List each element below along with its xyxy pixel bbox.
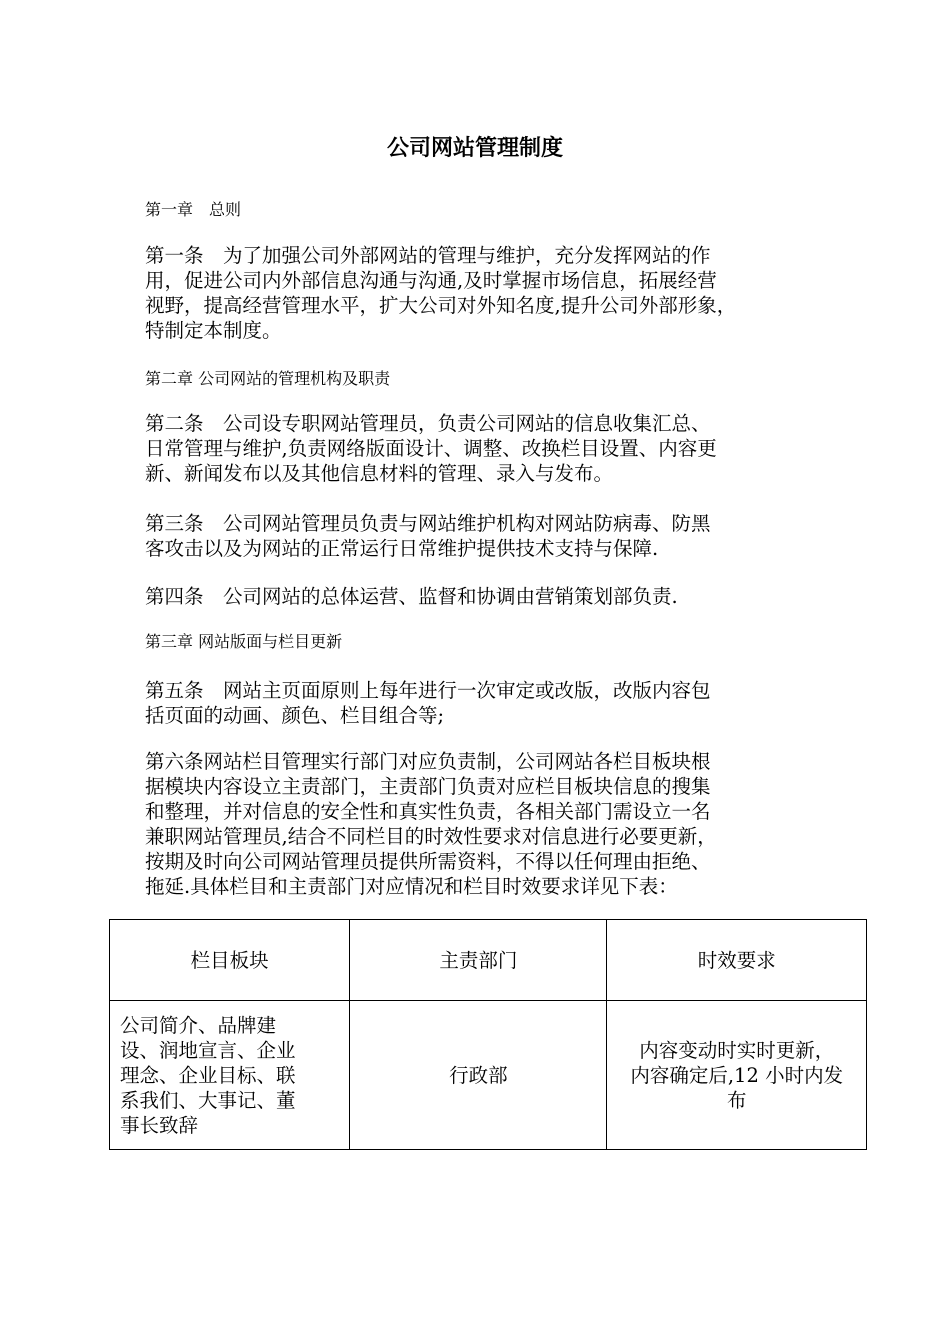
article-line: 据模块内容设立主责部门，主责部门负责对应栏目板块信息的搜集 <box>145 775 711 798</box>
article-5 <box>145 678 815 728</box>
chapter-1-heading: 第一章 总则 <box>145 200 242 219</box>
cell-line: 布 <box>726 1088 747 1112</box>
table-row <box>110 1001 867 1150</box>
document-title: 公司网站管理制度 <box>386 136 563 161</box>
article-6 <box>145 749 815 899</box>
cell-section <box>110 1001 350 1150</box>
article-line: 第六条网站栏目管理实行部门对应负责制，公司网站各栏目板块根 <box>145 750 711 773</box>
article-line: 客攻击以及为网站的正常运行日常维护提供技术支持与保障. <box>145 537 659 560</box>
header-section: 栏目板块 <box>110 920 350 1001</box>
article-line: 和整理，并对信息的安全性和真实性负责，各相关部门需设立一名 <box>145 800 711 823</box>
article-line: 第四条 公司网站的总体运营、监督和协调由营销策划部负责. <box>145 585 678 608</box>
cell-line: 内容变动时实时更新， <box>639 1038 835 1062</box>
article-2 <box>145 411 815 486</box>
chapter-2-heading: 第二章 公司网站的管理机构及职责 <box>145 369 391 388</box>
table-header-row <box>110 920 867 1001</box>
article-line: 第一条 为了加强公司外部网站的管理与维护，充分发挥网站的作 <box>145 244 711 267</box>
article-line: 第三条 公司网站管理员负责与网站维护机构对网站防病毒、防黑 <box>145 512 711 535</box>
article-line: 新、新闻发布以及其他信息材料的管理、录入与发布。 <box>145 462 614 485</box>
cell-line: 设、润地宣言、企业 <box>120 1038 296 1062</box>
article-line: 特制定本制度。 <box>145 319 282 342</box>
article-line: 按期及时向公司网站管理员提供所需资料，不得以任何理由拒绝、 <box>145 850 711 873</box>
responsibility-table <box>109 919 867 1150</box>
cell-line: 公司简介、品牌建 <box>120 1013 277 1037</box>
article-1 <box>145 243 815 343</box>
article-line: 兼职网站管理员,结合不同栏目的时效性要求对信息进行必要更新， <box>145 825 717 848</box>
article-line: 第五条 网站主页面原则上每年进行一次审定或改版，改版内容包 <box>145 679 711 702</box>
article-3 <box>145 511 815 561</box>
cell-line: 内容确定后,12 小时内发 <box>630 1063 844 1087</box>
chapter-3-heading: 第三章 网站版面与栏目更新 <box>145 632 343 651</box>
cell-department: 行政部 <box>350 1001 607 1150</box>
header-timeliness: 时效要求 <box>607 920 867 1001</box>
article-4 <box>145 584 815 609</box>
cell-timeliness <box>607 1001 867 1150</box>
cell-line: 系我们、大事记、董 <box>120 1088 296 1112</box>
article-line: 括页面的动画、颜色、栏目组合等; <box>145 704 445 727</box>
header-department: 主责部门 <box>350 920 607 1001</box>
cell-line: 事长致辞 <box>120 1113 199 1137</box>
article-line: 第二条 公司设专职网站管理员，负责公司网站的信息收集汇总、 <box>145 412 711 435</box>
article-line: 拖延.具体栏目和主责部门对应情况和栏目时效要求详见下表： <box>145 875 678 898</box>
cell-line: 理念、企业目标、联 <box>120 1063 296 1087</box>
article-line: 日常管理与维护,负责网络版面设计、调整、改换栏目设置、内容更 <box>145 437 717 460</box>
article-line: 用，促进公司内外部信息沟通与沟通,及时掌握市场信息，拓展经营 <box>145 269 717 292</box>
article-line: 视野，提高经营管理水平，扩大公司对外知名度,提升公司外部形象， <box>145 294 737 317</box>
